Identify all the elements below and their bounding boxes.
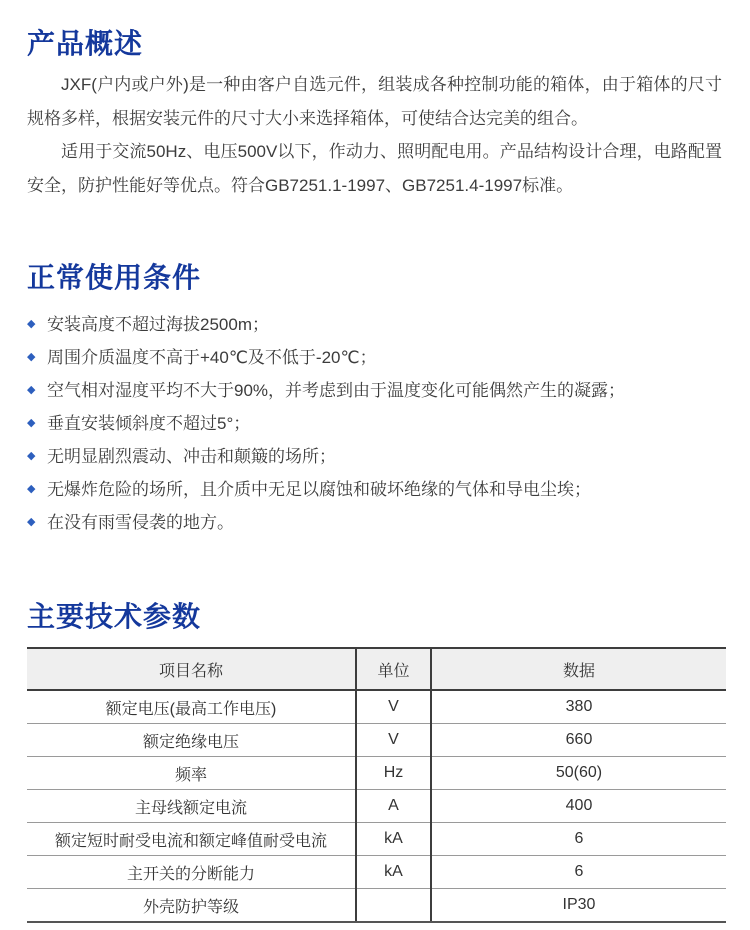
overview-paragraph-2: 适用于交流50Hz、电压500V以下，作动力、照明配电用。产品结构设计合理，电路配置安全，防护性能好等优点。符合GB7251.1-1997、GB7251.4-1997标准。 [27,142,722,195]
conditions-list [27,308,722,539]
condition-item [27,308,722,341]
condition-item [27,473,722,506]
param-unit-cell: A [356,790,431,823]
param-unit-cell: kA [356,856,431,889]
diamond-bullet-icon: ◆ [27,417,36,429]
condition-text: 无爆炸危险的场所，且介质中无足以腐蚀和破坏绝缘的气体和导电尘埃； [47,480,591,499]
param-value-cell: 6 [431,823,726,856]
overview-paragraph-1: JXF(户内或户外)是一种由客户自选元件，组装成各种控制功能的箱体，由于箱体的尺寸规格多样，根据安装元件的尺寸大小来选择箱体，可使结合达完美的组合。 [27,75,722,128]
table-row [27,856,726,889]
param-name-cell: 额定绝缘电压 [27,724,356,757]
diamond-bullet-icon: ◆ [27,450,36,462]
condition-text: 垂直安装倾斜度不超过5°； [47,414,251,433]
param-name-cell: 主母线额定电流 [27,790,356,823]
condition-item [27,506,722,539]
param-name-cell: 额定电压(最高工作电压) [27,690,356,724]
param-value-cell: IP30 [431,889,726,923]
table-header [27,648,726,690]
param-value-cell: 6 [431,856,726,889]
param-name-cell: 外壳防护等级 [27,889,356,923]
condition-text: 安装高度不超过海拔2500m； [47,315,269,334]
column-header-item-name: 项目名称 [27,648,356,690]
diamond-bullet-icon: ◆ [27,318,36,330]
condition-text: 在没有雨雪侵袭的地方。 [47,513,234,532]
condition-text: 空气相对湿度平均不大于90%，并考虑到由于温度变化可能偶然产生的凝露； [47,381,626,400]
param-unit-cell: V [356,724,431,757]
column-header-data: 数据 [431,648,726,690]
table-row [27,790,726,823]
technical-parameters-table [27,647,726,923]
condition-item [27,374,722,407]
table-row [27,757,726,790]
param-unit-cell: kA [356,823,431,856]
table-header-row [27,648,726,690]
param-value-cell: 380 [431,690,726,724]
param-name-cell: 频率 [27,757,356,790]
condition-text: 周围介质温度不高于+40℃及不低于-20℃； [47,348,377,367]
section-heading-product-overview: 产品概述 [27,28,144,59]
column-header-unit: 单位 [356,648,431,690]
diamond-bullet-icon: ◆ [27,384,36,396]
section-heading-technical-parameters: 主要技术参数 [27,601,202,632]
table-row [27,724,726,757]
param-unit-cell: V [356,690,431,724]
param-value-cell: 400 [431,790,726,823]
param-unit-cell [356,889,431,923]
table-body [27,690,726,922]
condition-text: 无明显剧烈震动、冲击和颠簸的场所； [47,447,336,466]
table-row [27,823,726,856]
diamond-bullet-icon: ◆ [27,516,36,528]
param-name-cell: 主开关的分断能力 [27,856,356,889]
diamond-bullet-icon: ◆ [27,483,36,495]
table-row [27,889,726,923]
param-value-cell: 50(60) [431,757,726,790]
condition-item [27,341,722,374]
condition-item [27,407,722,440]
diamond-bullet-icon: ◆ [27,351,36,363]
param-value-cell: 660 [431,724,726,757]
param-name-cell: 额定短时耐受电流和额定峰值耐受电流 [27,823,356,856]
condition-item [27,440,722,473]
section-heading-normal-use-conditions: 正常使用条件 [27,262,202,293]
param-unit-cell: Hz [356,757,431,790]
table-row [27,690,726,724]
